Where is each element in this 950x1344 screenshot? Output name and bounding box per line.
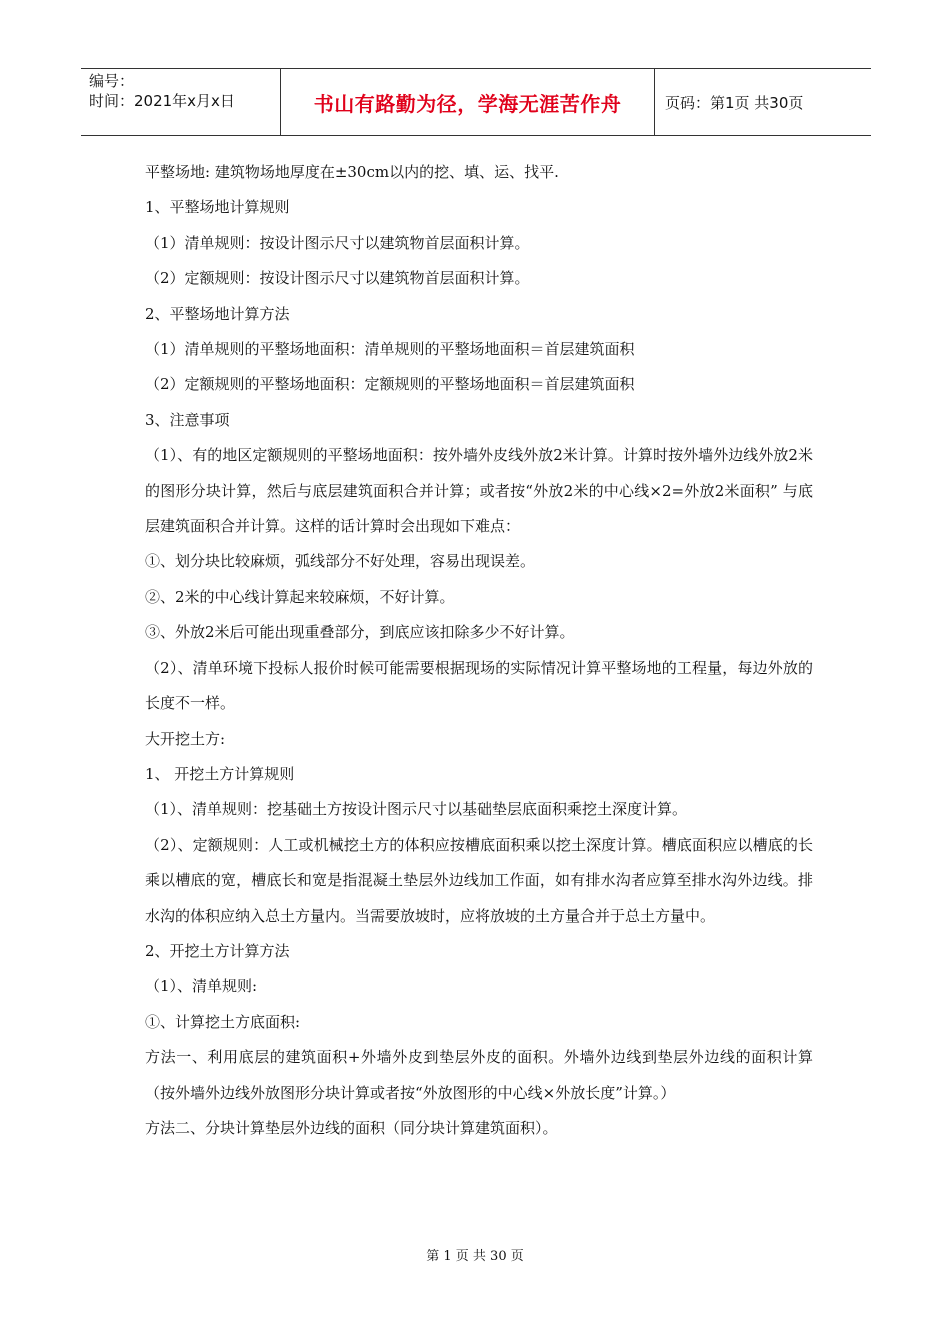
header-meta-cell: [81, 69, 281, 135]
paragraph: 平整场地: 建筑物场地厚度在±30cm以内的挖、填、运、找平.: [145, 163, 559, 181]
section-heading: 2、平整场地计算方法: [145, 304, 290, 323]
page-footer: [0, 1245, 950, 1264]
page-info: 页码：第1页 共30页: [665, 93, 804, 112]
paragraph: （1）清单规则：按设计图示尺寸以建筑物首层面积计算。: [145, 233, 530, 252]
header-motto-cell: [281, 69, 655, 135]
paragraph: ③、外放2米后可能出现重叠部分，到底应该扣除多少不好计算。: [145, 623, 575, 642]
paragraph: 方法一、利用底层的建筑面积+外墙外皮到垫层外皮的面积。外墙外边线到垫层外边线的面积计算（按外墙外边线外放图形分块计算或者按“外放图形的中心线×外放长度”计算。）: [145, 1048, 813, 1102]
motto-text: 书山有路勤为径，学海无涯苦作舟: [313, 91, 622, 116]
paragraph: 方法二、分块计算垫层外边线的面积（同分块计算建筑面积）。: [145, 1118, 558, 1137]
paragraph: （1）清单规则的平整场地面积：清单规则的平整场地面积＝首层建筑面积: [145, 340, 635, 359]
header-page-cell: [655, 69, 871, 135]
section-heading: 大开挖土方:: [145, 729, 226, 748]
number-label: 编号：: [89, 72, 135, 90]
section-heading: 1、平整场地计算规则: [145, 198, 290, 217]
paragraph: （1）、有的地区定额规则的平整场地面积：按外墙外皮线外放2米计算。计算时按外墙外边线外放2米的图形分块计算，然后与底层建筑面积合并计算；或者按“外放2米的中心线×2=外放2米面积” 与底层建筑面积合并计算。这样的话计算时会出现如下难点：: [145, 446, 813, 536]
date-line: 时间：2021年x月x日: [89, 92, 235, 110]
paragraph: （1）、清单规则:: [145, 977, 258, 996]
section-heading: 1、 开挖土方计算规则: [145, 764, 295, 783]
paragraph: ①、计算挖土方底面积:: [145, 1012, 301, 1031]
paragraph: （2）、定额规则：人工或机械挖土方的体积应按槽底面积乘以挖土深度计算。槽底面积应以槽底的长乘以槽底的宽，槽底长和宽是指混凝土垫层外边线加工作面，如有排水沟者应算至排水沟外边线。排水沟的体积应纳入总土方量内。当需要放坡时，应将放坡的土方量合并于总土方量中。: [145, 835, 813, 925]
paragraph: （1）、清单规则：挖基础土方按设计图示尺寸以基础垫层底面积乘挖土深度计算。: [145, 800, 688, 819]
footer-page-number: 第 1 页 共 30 页: [426, 1249, 524, 1264]
paragraph: （2）定额规则的平整场地面积：定额规则的平整场地面积＝首层建筑面积: [145, 375, 635, 394]
page-header: [81, 68, 871, 136]
section-heading: 2、开挖土方计算方法: [145, 941, 290, 960]
paragraph: （2）定额规则：按设计图示尺寸以建筑物首层面积计算。: [145, 269, 530, 288]
document-body: [145, 155, 813, 1146]
paragraph: ②、2米的中心线计算起来较麻烦，不好计算。: [145, 587, 455, 606]
paragraph: ①、划分块比较麻烦，弧线部分不好处理，容易出现误差。: [145, 552, 536, 571]
section-heading: 3、注意事项: [145, 410, 230, 429]
paragraph: （2）、清单环境下投标人报价时候可能需要根据现场的实际情况计算平整场地的工程量，每边外放的长度不一样。: [145, 658, 813, 713]
